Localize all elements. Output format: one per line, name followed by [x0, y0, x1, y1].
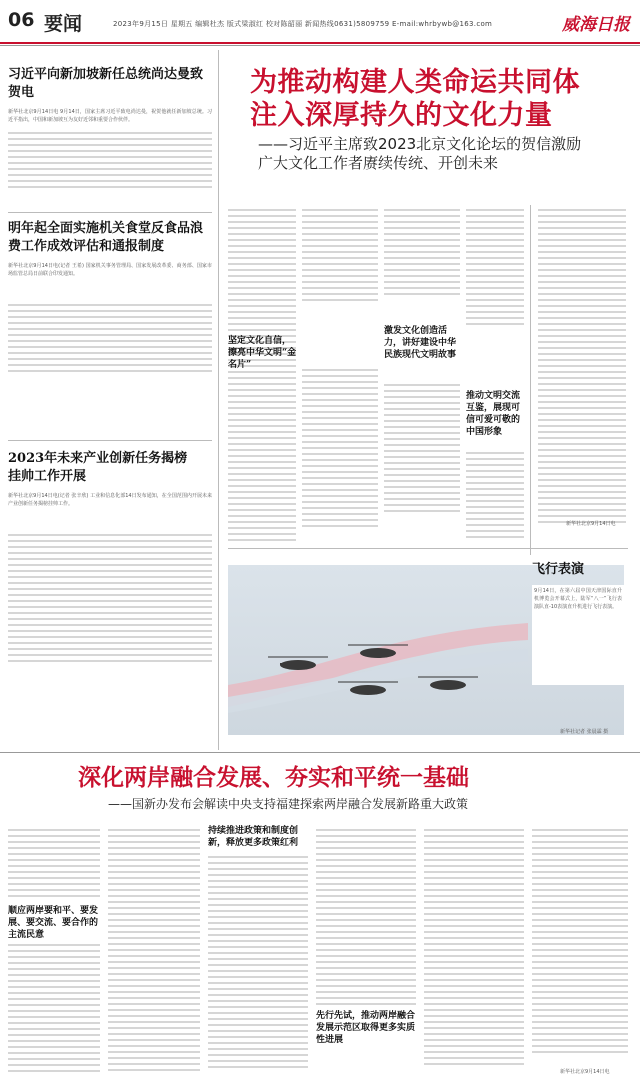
- bottom-body-col2: [108, 825, 200, 1075]
- photo-caption: 9月14日，在第六届中国天津国际直升机博览会开幕式上，陆军“八一”飞行表演队直-10表演直升机进行飞行表演。: [532, 585, 624, 685]
- divider: [8, 212, 212, 213]
- newspaper-logo: 威海日报: [562, 15, 630, 35]
- bottom-subheadline: ——国新办发布会解读中央支持福建探索两岸融合发展新路重大政策: [108, 797, 469, 811]
- helicopter-icon: [418, 677, 478, 690]
- story1-body: 新华社北京9月14日电 9月14日，国家主席习近平致电尚达曼，祝贺他就任新加坡总统。习近平指出，中国和新加坡互为友好近邻和重要合作伙伴。: [8, 109, 212, 123]
- divider: [228, 548, 628, 549]
- bottom-body-col3: [208, 852, 308, 1072]
- main-credit: 新华社北京9月14日电: [566, 521, 616, 527]
- header-rule-thin: [0, 45, 640, 46]
- main-body-col2b: [302, 365, 378, 531]
- story2-body: 新华社北京9月14日电(记者 王希) 国家机关事务管理局、国家发展改革委、商务部、国家市场监管总局日前联合印发通知。: [8, 263, 212, 277]
- photo-credit: 新华社记者 张晨霖 摄: [560, 729, 609, 735]
- main-subhead-3: 推动文明交流互鉴，展现可信可爱可敬的中国形象: [466, 391, 521, 437]
- story1-title: 习近平向新加坡新任总统尚达曼致贺电: [8, 67, 204, 100]
- bottom-headline: 深化两岸融合发展、夯实和平统一基础: [78, 764, 469, 791]
- main-body-col2: [302, 205, 378, 305]
- section-name: 要闻: [44, 13, 83, 35]
- divider: [8, 440, 212, 441]
- bottom-subhead-1: 顺应两岸要和平、要发展、要交流、要合作的主流民意: [8, 906, 99, 940]
- page-number: 06: [8, 9, 35, 31]
- helicopter-formation-image: [228, 565, 528, 735]
- masthead: [0, 0, 640, 46]
- bottom-body-col6: [532, 825, 628, 1057]
- photo-title: 飞行表演: [532, 562, 585, 577]
- issue-meta: 2023年9月15日 星期五 编辑杜杰 版式梁淑红 校对陈韶丽 新闻热线0631)5809759 E-mail:whrbywb@163.com: [113, 20, 493, 28]
- story3-title: 2023年未来产业创新任务揭榜挂帅工作开展: [8, 451, 188, 484]
- bottom-body-col4: [316, 825, 416, 1009]
- main-body-col4: [466, 205, 524, 329]
- main-body-col4b: [466, 448, 524, 542]
- bottom-body-col1b: [8, 940, 100, 1076]
- main-body-col5: [538, 205, 626, 527]
- main-subheadline-line1: ——习近平主席致2023北京文化论坛的贺信激励: [258, 135, 582, 153]
- main-body-col3: [384, 205, 460, 299]
- main-subheadline-line2: 广大文化工作者赓续传统、开创未来: [258, 154, 499, 172]
- column-divider: [530, 205, 531, 555]
- bottom-credit: 新华社北京9月14日电: [560, 1069, 610, 1075]
- bottom-subhead-3: 先行先试，推动两岸融合发展示范区取得更多实质性进展: [316, 1011, 416, 1045]
- main-body-col1: [228, 205, 296, 545]
- bottom-subhead-2: 持续推进政策和制度创新，释放更多政策红利: [208, 826, 299, 848]
- story2-text-lines: [8, 300, 212, 376]
- main-subhead-1: 坚定文化自信，擦亮中华文明“金名片”: [228, 336, 297, 370]
- main-subhead-2: 激发文化创造活力，讲好建设中华民族现代文明故事: [384, 326, 457, 360]
- main-headline-line2: 注入深厚持久的文化力量: [250, 100, 553, 131]
- header-rule: [0, 42, 640, 44]
- story2-title: 明年起全面实施机关食堂反食品浪费工作成效评估和通报制度: [8, 221, 204, 254]
- main-subheadline: [258, 135, 581, 173]
- bottom-body-col5: [424, 825, 524, 1069]
- main-body-col3b: [384, 380, 460, 516]
- story3-body: 新华社北京9月14日电(记者 张辛欣) 工业和信息化部14日发布通知，在全国范围内开展未来产业创新任务揭榜挂帅工作。: [8, 493, 212, 507]
- column-divider: [218, 50, 219, 750]
- story1-text-lines: [8, 128, 212, 192]
- bottom-body-col1: [8, 825, 100, 901]
- main-headline-line1: 为推动构建人类命运共同体: [250, 67, 580, 98]
- main-headline: [250, 66, 580, 132]
- story3-text-lines: [8, 530, 212, 666]
- section-divider: [0, 752, 640, 753]
